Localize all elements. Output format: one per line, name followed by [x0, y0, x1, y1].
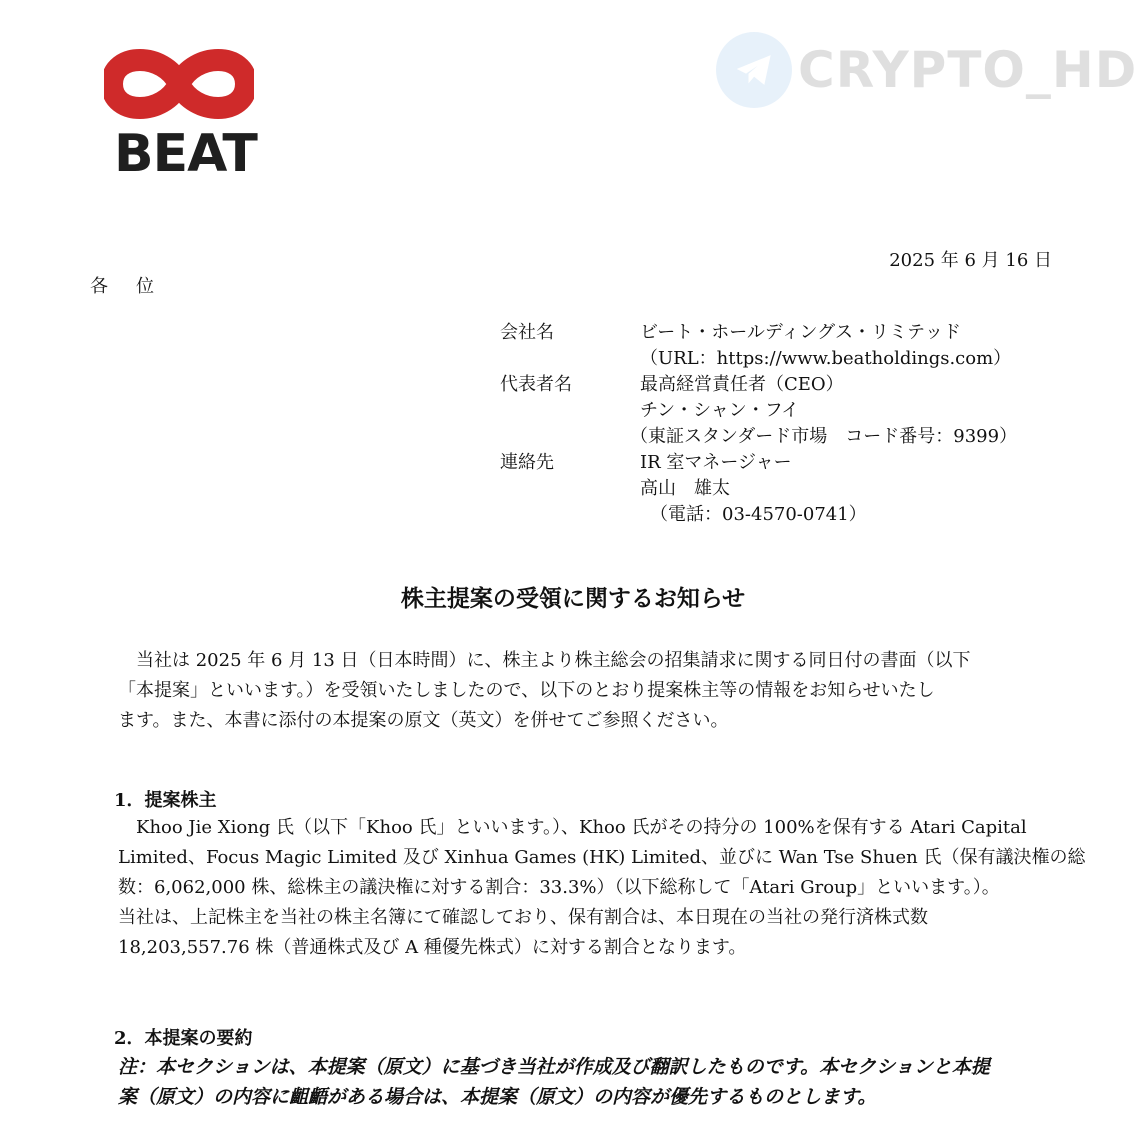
contact-title: IR 室マネージャー [640, 452, 792, 473]
addressee: 各位 [90, 276, 182, 297]
document-date: 2025 年 6 月 16 日 [889, 250, 1052, 271]
company-url: （URL：https://www.beatholdings.com） [640, 348, 1012, 369]
note-line: 案（原文）の内容に齟齬がある場合は、本提案（原文）の内容が優先するものとします。 [118, 1086, 877, 1108]
listing-info: （東証スタンダード市場 コード番号：9399） [630, 426, 1018, 447]
section-1-heading: 1．提案株主 [114, 790, 217, 811]
company-name: ビート・ホールディングス・リミテッド [640, 322, 961, 343]
section-1-line: 数：6,062,000 株、総株主の議決権に対する割合：33.3%）（以下総称して「Atari Group」といいます。）。 [118, 877, 1000, 898]
sender-block [500, 320, 1017, 528]
watermark [716, 30, 1137, 110]
contact-name: 高山 雄太 [640, 478, 730, 499]
contact-phone: （電話：03-4570-0741） [650, 504, 867, 525]
section-2-note [118, 1052, 1068, 1112]
section-1-line: Limited、Focus Magic Limited 及び Xinhua Games (HK) Limited、並びに Wan Tse Shuen 氏（保有議決権の総 [118, 847, 1086, 868]
intro-line: 当社は 2025 年 6 月 13 日（日本時間）に、株主より株主総会の招集請求に関する同日付の書面（以下 [118, 650, 971, 671]
contact-label: 連絡先 [500, 452, 554, 473]
representative-title: 最高経営責任者（CEO） [640, 374, 844, 395]
section-1-line: Khoo Jie Xiong 氏（以下「Khoo 氏」といいます。）、Khoo 氏がその持分の 100%を保有する Atari Capital [118, 817, 1027, 838]
section-2-heading: 2．本提案の要約 [114, 1028, 253, 1049]
watermark-text: CRYPTO_HD [798, 41, 1138, 99]
logo-text: BEAT [114, 124, 257, 184]
infinity-logo-icon [104, 44, 254, 124]
telegram-icon [716, 32, 792, 108]
company-label: 会社名 [500, 322, 554, 343]
company-logo [104, 44, 257, 184]
representative-label: 代表者名 [500, 374, 572, 395]
representative-name: チン・シャン・フイ [640, 400, 800, 421]
section-1-line: 当社は、上記株主を当社の株主名簿にて確認しており、保有割合は、本日現在の当社の発行済株式数 [118, 907, 928, 928]
note-line: 注：本セクションは、本提案（原文）に基づき当社が作成及び翻訳したものです。本セクションと本提 [118, 1056, 990, 1078]
section-1-line: 18,203,557.76 株（普通株式及び A 種優先株式）に対する割合となります。 [118, 937, 747, 958]
intro-line: 「本提案」といいます。）を受領いたしましたので、以下のとおり提案株主等の情報をお知らせいたし [118, 680, 935, 701]
section-1-body [118, 813, 1086, 963]
intro-line: ます。また、本書に添付の本提案の原文（英文）を併せてご参照ください。 [118, 710, 729, 731]
intro-paragraph [118, 646, 1058, 736]
document-title: 株主提案の受領に関するお知らせ [400, 585, 746, 612]
